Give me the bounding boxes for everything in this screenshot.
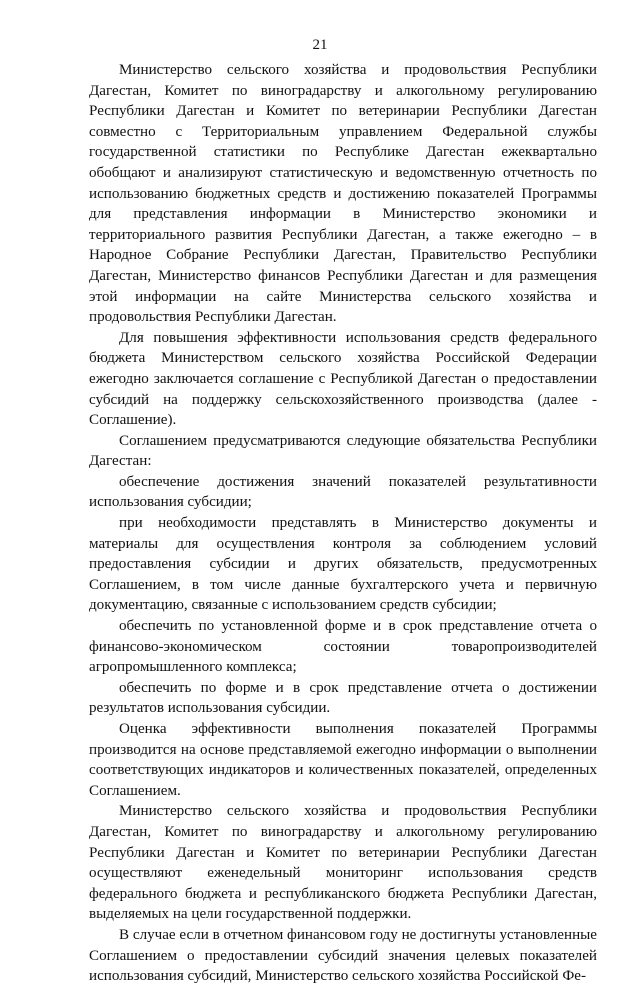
paragraph-reporting-ministries: Министерство сельского хозяйства и продовольствия Республики Дагестан, Комитет по виноградарству и алкогольному регулированию Республики Дагестан и Комитет по ветеринарии Республики Дагестан совместно с Территориальным управлением Федеральной службы государственной статистики по Республике Дагестан ежеквартально обобщают и анализируют статистическую и ведомственную отчетность по использованию бюджетных средств и достижению показателей Программы для представления информации в Министерство экономики и территориального развития Республики Дагестан, а также ежегодно – в Народное Собрание Республики Дагестан, Правительство Республики Дагестан, Министерство финансов Республики Дагестан и для размещения этой информации на сайте Министерства сельского хозяйства и продовольствия Республики Дагестан. <box>89 62 597 326</box>
paragraph-obligation-financial-report: обеспечить по установленной форме и в срок представление отчета о финансово-экономическом состоянии товаропроизводителей агропромышленного комплекса; <box>89 618 597 676</box>
document-body <box>89 60 597 987</box>
paragraph-obligations-intro: Соглашением предусматриваются следующие обязательства Республики Дагестан: <box>89 432 597 470</box>
paragraph-evaluation: Оценка эффективности выполнения показателей Программы производится на основе представляемой ежегодно информации о выполнении соответствующих индикаторов и количественных показателей, определенных Соглашением. <box>89 721 597 799</box>
paragraph-weekly-monitoring: Министерство сельского хозяйства и продовольствия Республики Дагестан, Комитет по виноградарству и алкогольному регулированию Республики Дагестан и Комитет по ветеринарии Республики Дагестан осуществляют еженедельный мониторинг использования средств федерального бюджета и республиканского бюджета Республики Дагестан, выделяемых на цели государственной поддержки. <box>89 803 597 923</box>
paragraph-federal-agreement: Для повышения эффективности использования средств федерального бюджета Министерством сельского хозяйства Российской Федерации ежегодно заключается соглашение с Республикой Дагестан о предоставлении субсидий на поддержку сельскохозяйственного производства (далее - Соглашение). <box>89 329 597 429</box>
paragraph-obligation-documents: при необходимости представлять в Министерство документы и материалы для осуществления контроля за соблюдением условий предоставления субсидии и других обязательств, предусмотренных Соглашением, в том числе данные бухгалтерского учета и первичную документацию, связанные с использованием средств субсидии; <box>89 515 597 614</box>
paragraph-obligation-results: обеспечение достижения значений показателей результативности использования субсидии; <box>89 473 597 511</box>
page-number: 21 <box>312 37 328 53</box>
paragraph-targets-not-met: В случае если в отчетном финансовом году не достигнуты установленные Соглашением о предоставлении субсидий значения целевых показателей использования субсидий, Министерство сельского хозяйства Российской Фе- <box>89 926 597 985</box>
paragraph-obligation-results-report: обеспечить по форме и в срок представление отчета о достижении результатов использования субсидии. <box>89 679 597 717</box>
